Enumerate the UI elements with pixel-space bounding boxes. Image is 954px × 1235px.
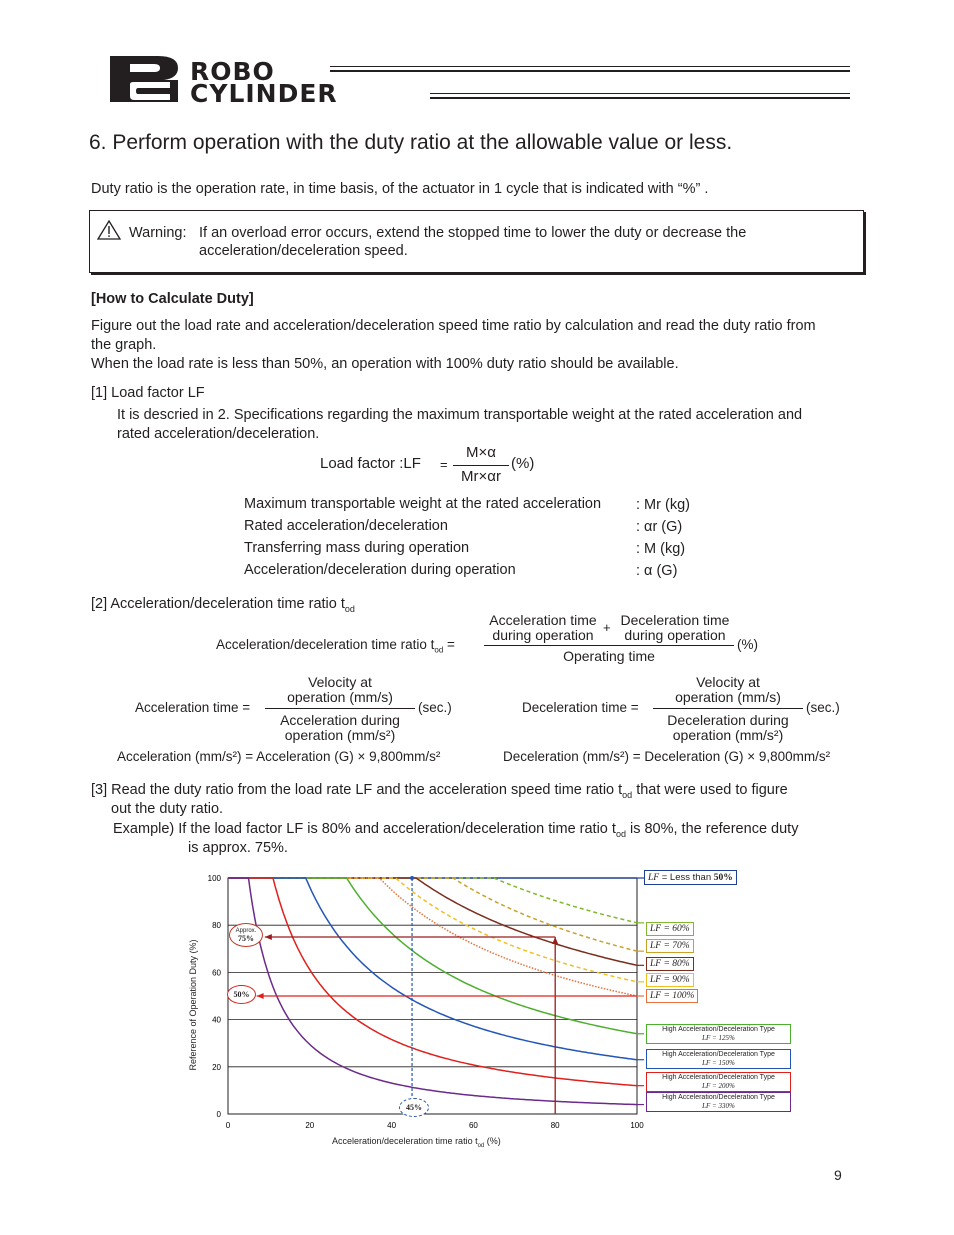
y-tick-label: 20 xyxy=(212,1062,221,1072)
annotation-50: 50% xyxy=(227,985,256,1004)
decel-time-denominator: Deceleration during operation (mm/s²) xyxy=(667,712,789,743)
arrow-head xyxy=(265,934,272,940)
y-tick-label: 100 xyxy=(207,874,221,883)
arrow-head xyxy=(257,993,264,999)
x-tick-label: 0 xyxy=(225,1121,231,1130)
legend-lf-60: LF = 60% xyxy=(646,922,694,936)
load-factor-numerator: M×α xyxy=(466,444,496,461)
intro-text: Duty ratio is the operation rate, in time basis, of the actuator in 1 cycle that is indicated with “%” . xyxy=(91,181,709,197)
ratio-fraction-line xyxy=(484,645,734,646)
step2-label: [2] Acceleration/deceleration time ratio $t_{od}$ xyxy=(91,596,355,614)
header-rule-top-thick xyxy=(330,70,850,72)
calc-paragraph-1b: the graph. xyxy=(91,337,157,353)
arrow-head xyxy=(552,937,558,944)
step3-line-2: out the duty ratio. xyxy=(111,801,224,817)
ratio-numerator-accel: Acceleration time during operation xyxy=(489,612,597,643)
ratio-lhs: Acceleration/deceleration time ratio $t_{od}$ = xyxy=(216,637,455,655)
def-symbol-1: : Mr (kg) xyxy=(636,497,690,513)
x-axis-label: Acceleration/deceleration time ratio $t_{od}$ (%) xyxy=(332,1136,501,1149)
y-tick-label: 60 xyxy=(212,968,221,978)
warning-box xyxy=(89,210,864,273)
duty-chart xyxy=(170,860,790,1160)
page-number: 9 xyxy=(834,1167,842,1183)
legend-lf-125: High Acceleration/Deceleration Type LF = 125% xyxy=(646,1024,791,1044)
warning-icon xyxy=(97,220,121,240)
load-factor-lhs: Load factor :LF xyxy=(320,455,421,472)
load-factor-unit: (%) xyxy=(511,455,535,472)
logo-line-2: CYLINDER xyxy=(190,79,338,108)
reference-45-dot xyxy=(410,876,414,880)
decel-time-numerator: Velocity at operation (mm/s) xyxy=(675,674,781,705)
x-tick-label: 80 xyxy=(550,1121,560,1130)
section-title: 6. Perform operation with the duty ratio at the allowable value or less. xyxy=(89,131,733,154)
ratio-numerator-decel: Deceleration time during operation xyxy=(620,612,730,643)
x-tick-label: 60 xyxy=(468,1121,478,1130)
accel-time-lhs: Acceleration time = xyxy=(135,700,251,715)
decel-fraction-line xyxy=(653,708,803,709)
ratio-plus: + xyxy=(603,620,611,635)
accel-conversion: Acceleration (mm/s²) = Acceleration (G) × 9,800mm/s² xyxy=(117,749,441,764)
step1-desc-2: rated acceleration/deceleration. xyxy=(117,426,320,442)
warning-label: Warning: xyxy=(129,225,187,241)
y-tick-label: 40 xyxy=(212,1015,221,1025)
accel-time-numerator: Velocity at operation (mm/s) xyxy=(287,674,393,705)
decel-time-unit: (sec.) xyxy=(806,700,840,715)
def-label-3: Transferring mass during operation xyxy=(244,540,470,556)
warning-line-1: If an overload error occurs, extend the stopped time to lower the duty or decrease the xyxy=(199,225,747,241)
accel-time-denominator: Acceleration during operation (mm/s²) xyxy=(280,712,400,743)
legend-lf-90: LF = 90% xyxy=(646,973,694,987)
logo-line-1: ROBO xyxy=(190,57,275,86)
x-tick-label: 20 xyxy=(305,1121,315,1130)
x-tick-label: 100 xyxy=(630,1121,644,1130)
load-factor-denominator: Mr×αr xyxy=(461,468,501,485)
def-symbol-4: : α (G) xyxy=(636,563,678,579)
legend-lf-80: LF = 80% xyxy=(646,957,694,971)
y-tick-label: 80 xyxy=(212,921,221,931)
step1-label: [1] Load factor LF xyxy=(91,385,205,401)
calc-paragraph-1a: Figure out the load rate and acceleration/deceleration speed time ratio by calculation and read the duty ratio from xyxy=(91,318,816,334)
legend-lf-70: LF = 70% xyxy=(646,939,694,953)
step3-line-1: [3] Read the duty ratio from the load rate LF and the acceleration speed time ratio $t_{od}$ that were used to figure xyxy=(91,782,788,800)
annotation-approx-75: Approx. 75% xyxy=(229,923,263,947)
header-rule-top xyxy=(330,66,850,67)
y-axis-label: Reference of Operation Duty (%) xyxy=(188,939,198,1071)
ratio-denominator: Operating time xyxy=(563,648,655,664)
legend-lf-200: High Acceleration/Deceleration Type LF = 200% xyxy=(646,1072,791,1092)
x-tick-label: 40 xyxy=(387,1121,397,1130)
header-rule-bottom-thick xyxy=(430,97,850,99)
series-line-lf-60- xyxy=(228,878,637,923)
annotation-45: 45% xyxy=(399,1098,429,1117)
decel-time-lhs: Deceleration time = xyxy=(522,700,639,715)
load-factor-fraction-line xyxy=(453,465,509,466)
step3-example-1: Example) If the load factor LF is 80% and acceleration/deceleration time ratio $t_{od}$ is 80%, the reference duty xyxy=(113,821,799,839)
y-tick-label: 0 xyxy=(216,1110,221,1119)
legend-lf-100: LF = 100% xyxy=(646,989,698,1003)
def-symbol-3: : M (kg) xyxy=(636,541,686,557)
def-label-2: Rated acceleration/deceleration xyxy=(244,518,448,534)
calc-paragraph-2: When the load rate is less than 50%, an operation with 100% duty ratio should be available. xyxy=(91,356,679,372)
series-line-high-acceleration-deceleration-type-lf-330- xyxy=(228,878,637,1105)
calc-heading: [How to Calculate Duty] xyxy=(91,291,254,307)
warning-line-2: acceleration/deceleration speed. xyxy=(199,243,408,259)
legend-lf-less-50: LF = Less than 50% xyxy=(644,870,737,885)
step3-example-2: is approx. 75%. xyxy=(188,840,288,856)
ratio-unit: (%) xyxy=(737,637,758,652)
def-symbol-2: : αr (G) xyxy=(636,519,683,535)
step1-desc-1: It is descried in 2. Specifications regarding the maximum transportable weight at the rated acceleration and xyxy=(117,407,803,423)
rc-logo-icon xyxy=(108,54,184,104)
def-label-4: Acceleration/deceleration during operation xyxy=(244,562,516,578)
legend-lf-330: High Acceleration/Deceleration Type LF = 330% xyxy=(646,1092,791,1112)
legend-lf-150: High Acceleration/Deceleration Type LF = 150% xyxy=(646,1049,791,1069)
def-label-1: Maximum transportable weight at the rated acceleration xyxy=(244,496,602,512)
accel-fraction-line xyxy=(265,708,415,709)
decel-conversion: Deceleration (mm/s²) = Deceleration (G) × 9,800mm/s² xyxy=(503,749,831,764)
accel-time-unit: (sec.) xyxy=(418,700,452,715)
header-rule-bottom xyxy=(430,93,850,94)
